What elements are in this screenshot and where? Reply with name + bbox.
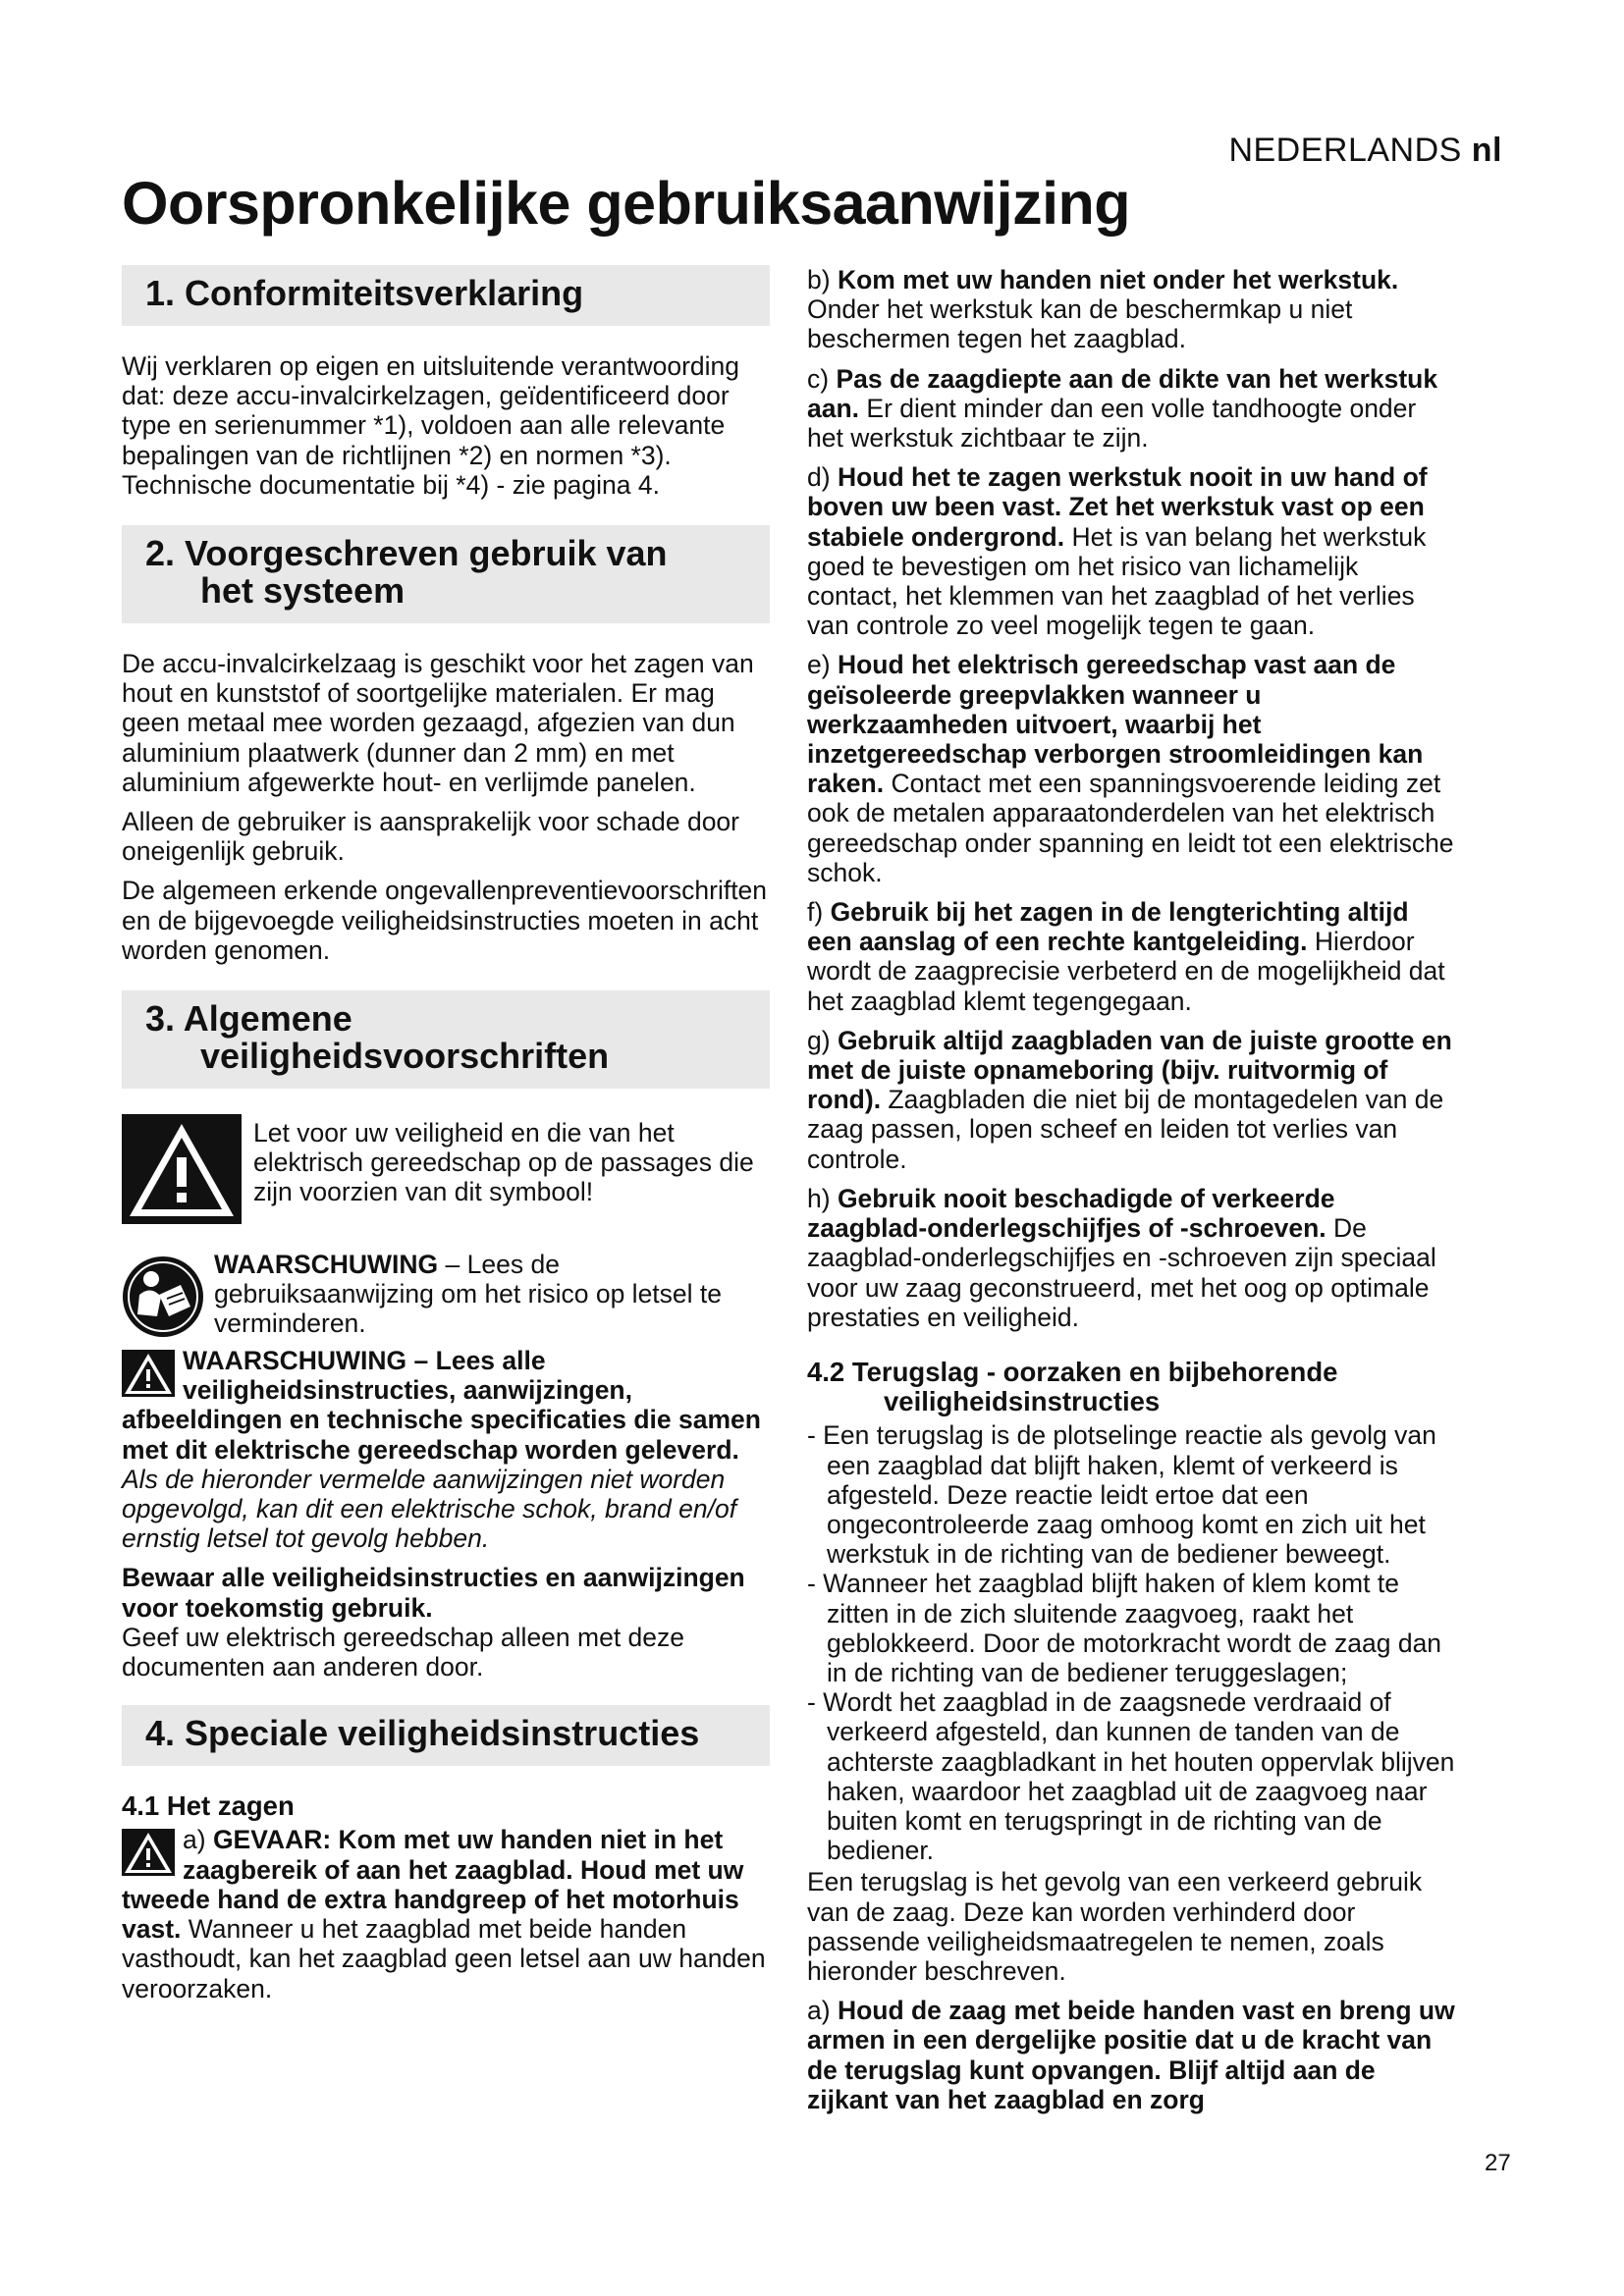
item-bold-text: Houd de zaag met beide handen vast en breng uw armen in een dergelijke positie dat u de kracht van de terugslag kunt opvangen. Blijf altijd aan de zijkant van het zaagblad en zorg [807,1996,1455,2114]
kickback-item-a [807,1996,1455,2114]
warning-triangle-icon [122,1829,175,1876]
section-1-text: Wij verklaren op eigen en uitsluitende verantwoording dat: deze accu-invalcirkelzagen, geïdentificeerd door type en serienummer *1), voldoen aan alle relevante bepalingen van de richtlijnen *2) en normen *3). Technische documentatie bij *4) - zie pagina 4. [122,351,739,500]
warning-all-instructions [122,1346,770,1553]
section-2-title-line1: 2. Voorgeschreven gebruik van [145,533,668,574]
section-4-heading [122,1705,770,1766]
section-4-1-item-d [807,462,1455,640]
keep-instructions-bold: Bewaar alle veiligheidsinstructies en aanwijzingen voor toekomstig gebruik. [122,1563,745,1623]
item-bold-text: Pas de zaagdiepte aan de dikte van het werkstuk aan. [807,363,1438,423]
section-4-2-heading [807,1358,1455,1416]
item-text: Er dient minder dan een volle tandhoogte onder het werkstuk zichtbaar te zijn. [807,393,1417,454]
warning-bold-text: WAARSCHUWING – Lees alle veiligheidsinstructies, aanwijzingen, afbeeldingen en technische specificaties die samen met dit elektrische gereedschap worden geleverd. [122,1346,761,1465]
language-label [1228,132,1502,170]
section-4-1-item-f [807,897,1455,1016]
section-2-title-line2: het systeem [200,570,406,612]
section-3-title-line1: 3. Algemene [145,998,352,1040]
item-label: a) [807,1996,838,2026]
section-2-heading [122,525,770,623]
warning-triangle-icon [122,1350,175,1397]
section-4-1-item-e [807,650,1455,887]
item-bold-text: Gebruik altijd zaagbladen van de juiste grootte en met de juiste opnameboring (bijv. ruitvormig of rond). [807,1025,1452,1115]
left-column [122,265,770,2013]
item-bold-text: Kom met uw handen niet onder het werkstuk. [837,265,1399,294]
item-label: e) [807,650,838,680]
item-label: f) [807,897,831,928]
item-bold-text: Houd het elektrisch gereedschap vast aan de geïsoleerde greepvlakken wanneer u werkzaamheden uitvoert, waarbij het inzetgereedschap verborgen stroomleidingen kan raken. [807,650,1424,799]
warning-triangle-icon [122,1114,242,1224]
kickback-paragraph: Een terugslag is het gevolg van een verkeerd gebruik van de zaag. Deze kan worden verhinderd door passende veiligheidsmaatregelen te nemen, zoals hieronder beschreven. [807,1867,1423,1986]
item-label: a) [183,1825,213,1855]
item-text: Het is van belang het werkstuk goed te bevestigen om het risico van lichamelijk contact, het klemmen van het zaagblad of het verlies van controle zo veel mogelijk tegen te gaan. [807,521,1427,641]
read-manual-icon [122,1255,204,1338]
section-1-heading [122,265,770,326]
section-1-title: 1. Conformiteitsverklaring [145,273,584,313]
warning-text: – Lees de gebruiksaanwijzing om het risico op letsel te verminderen. [214,1250,723,1339]
section-2-paragraph-2: Alleen de gebruiker is aansprakelijk voor schade door oneigenlijk gebruik. [122,807,739,867]
section-3-title-line2: veiligheidsvoorschriften [200,1036,610,1077]
item-text: De zaagblad-onderlegschijfjes en -schroeven zijn speciaal voor uw zaag geconstrueerd, met het oog op optimale prestaties en veiligheid. [807,1213,1436,1332]
item-label: d) [807,462,838,493]
item-label: b) [807,265,838,294]
right-column [807,265,1455,2124]
language-name: NEDERLANDS [1228,132,1462,169]
item-label: h) [807,1183,838,1213]
language-code: nl [1471,132,1502,169]
section-2-paragraph-1: De accu-invalcirkelzaag is geschikt voor het zagen van hout en kunststof of soortgelijke materialen. Er mag geen metaal mee worden gezaagd, afgezien van dun aluminium plaatwerk (dunner dan 2 mm) en met aluminium afgewerkte hout- en verlijmde panelen. [122,649,754,797]
warning-symbol-text: Let voor uw veiligheid en die van het elektrisch gereedschap op de passages die zijn voorzien van dit symbool! [253,1118,754,1207]
item-bold-text: Gebruik bij het zagen in de lengterichting altijd een aanslag of een rechte kantgeleiding. [807,897,1409,957]
section-4-title: 4. Speciale veiligheidsinstructies [145,1713,700,1754]
document-title: Oorspronkelijke gebruiksaanwijzing [122,170,1131,237]
section-4-1-item-b [807,265,1455,354]
read-manual-warning [122,1250,770,1340]
item-text: Wanneer u het zaagblad met beide handen vasthoudt, kan het zaagblad geen letsel aan uw handen veroorzaken. [122,1914,766,2003]
item-text: Hierdoor wordt de zaagprecisie verbeterd en de mogelijkheid dat het zaagblad klemt tegengegaan. [807,927,1445,1016]
section-2-paragraph-3: De algemeen erkende ongevallenpreventievoorschriften en de bijgevoegde veiligheidsinstructies moeten in acht worden genomen. [122,876,768,965]
list-item: - Wanneer het zaagblad blijft haken of klem komt te zitten in de zich sluitende zaagvoeg, raakt het geblokkeerd. Door de motorkracht wordt de zaag dan in de richting van de bediener teruggeslagen; [807,1569,1442,1687]
section-4-1-item-g [807,1026,1455,1174]
keep-instructions [122,1563,770,1682]
list-item: - Wordt het zaagblad in de zaagsnede verdraaid of verkeerd afgesteld, dan kunnen de tanden van de achterste zaagbladkant in het houten oppervlak blijven haken, waardoor het zaagblad uit de zaagvoeg naar buiten komt en terugspringt in de richting van de bediener. [807,1687,1455,1866]
section-4-1-heading: 4.1 Het zagen [122,1790,295,1822]
section-4-1-item-c [807,364,1455,454]
item-text: Contact met een spanningsvoerende leiding zet ook de metalen apparaatonderdelen van het elektrisch gereedschap onder spanning en leidt tot een elektrische schok. [807,769,1454,887]
warning-label: WAARSCHUWING [214,1250,439,1280]
item-text: Onder het werkstuk kan de beschermkap u niet beschermen tegen het zaagblad. [807,294,1353,354]
section-4-1-item-h [807,1184,1455,1332]
item-bold-text: Gebruik nooit beschadigde of verkeerde zaagblad-onderlegschijfjes of -schroeven. [807,1183,1335,1244]
list-item: - Een terugslag is de plotselinge reactie als gevolg van een zaagblad dat blijft haken, klemt of verkeerd is afgesteld. Deze reactie leidt ertoe dat een ongecontroleerde zaag omhoog komt en zich uit het werkstuk in de richting van de bediener beweegt. [807,1420,1436,1570]
item-label: c) [807,363,837,394]
warning-italic-text: Als de hieronder vermelde aanwijzingen niet worden opgevolgd, kan dit een elektrische schok, brand en/of ernstig letsel tot gevolg hebben. [122,1464,737,1554]
item-label: g) [807,1025,838,1055]
item-bold-text: GEVAAR: Kom met uw handen niet in het zaagbereik of aan het zaagblad. Houd met uw tweede hand de extra handgreep of het motorhuis vast. [122,1825,744,1945]
section-4-2-title-line2: veiligheidsinstructies [884,1386,1161,1417]
item-text: Zaagbladen die niet bij de montagedelen van de zaag passen, lopen scheef en leiden tot verlies van controle. [807,1085,1444,1174]
page-number: 27 [1485,2150,1511,2176]
kickback-list [807,1420,1455,1865]
item-bold-text: Houd het te zagen werkstuk nooit in uw hand of boven uw been vast. Zet het werkstuk vast op een stabiele ondergrond. [807,462,1428,552]
keep-instructions-text: Geef uw elektrisch gereedschap alleen met deze documenten aan anderen door. [122,1622,685,1682]
section-3-heading [122,990,770,1089]
warning-symbol-block [122,1114,770,1224]
section-4-2-title-line1: 4.2 Terugslag - oorzaken en bijbehorende [807,1356,1338,1387]
section-4-1-item-a [122,1825,770,2002]
